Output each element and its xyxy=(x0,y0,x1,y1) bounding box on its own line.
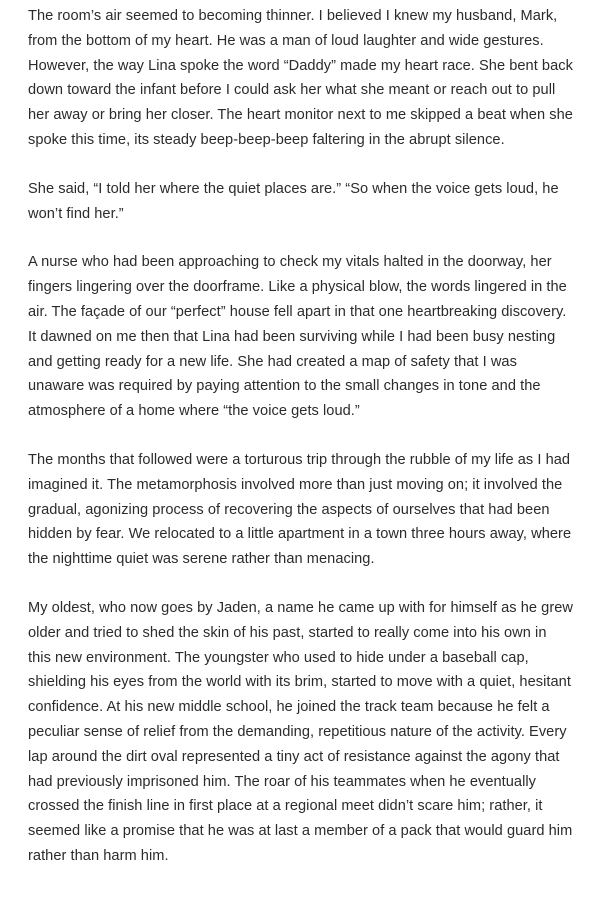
paragraph-5: My oldest, who now goes by Jaden, a name he came up with for himself as he grew older and tried to shed the skin of his past, started to really come into his own in this new environment. The youngster who used to hide under a baseball cap, shielding his eyes from the world with its brim, started to move with a quiet, hesitant confidence. At his new middle school, he joined the track team because he felt a peculiar sense of relief from the demanding, repetitious nature of the activity. Every lap around the dirt oval represented a tiny act of resistance against the agony that had previously imprisoned him. The roar of his teammates when he eventually crossed the finish line in first place at a regional meet didn’t scare him; rather, it seemed like a promise that he was at last a member of a pack that would guard him rather than harm him. xyxy=(28,599,574,864)
paragraph-1: The room’s air seemed to becoming thinner. I believed I knew my husband, Mark, from the bottom of my heart. He was a man of loud laughter and wide gestures. However, the way Lina spoke the word “Daddy” made my heart race. She bent back down toward the infant before I could ask her what she meant or reach out to pull her away or bring her closer. The heart monitor next to me skipped a beat when she spoke this time, its steady beep-beep-beep faltering in the abrupt silence. xyxy=(28,8,573,148)
paragraph-2: She said, “I told her where the quiet places are.” “So when the voice gets loud, he won’t find her.” xyxy=(28,180,559,222)
paragraph-3: A nurse who had been approaching to check my vitals halted in the doorway, her fingers lingering over the doorframe. Like a physical blow, the words lingered in the air. The façade of our “perfect” house fell apart in that one heartbreaking discovery. It dawned on me then that Lina had been surviving while I had been busy nesting and getting ready for a new life. She had created a map of safety that I was unaware was required by paying attention to the small changes in tone and the atmosphere of a home where “the voice gets loud.” xyxy=(28,254,567,420)
paragraph-4: The months that followed were a torturous trip through the rubble of my life as I had imagined it. The metamorphosis involved more than just moving on; it involved the gradual, agonizing process of recovering the aspects of ourselves that had been hidden by fear. We relocated to a little apartment in a town three hours away, where the nighttime quiet was serene rather than menacing. xyxy=(28,451,572,568)
